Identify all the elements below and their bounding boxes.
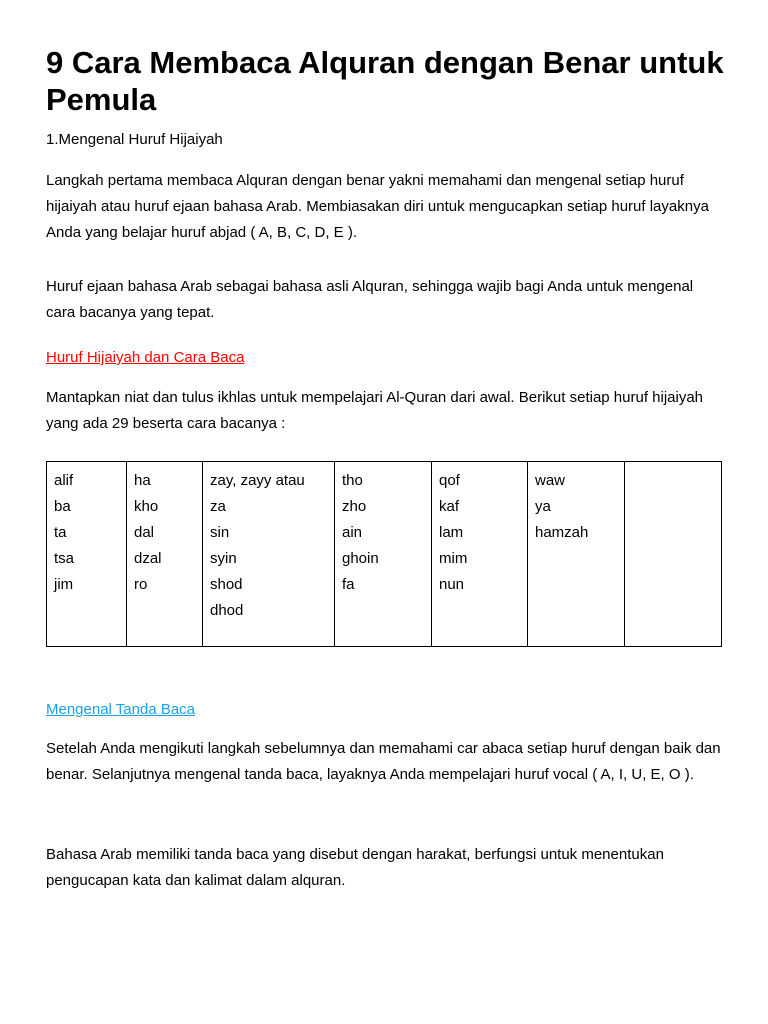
table-cell: dzal xyxy=(134,550,162,567)
paragraph-ejaan: Huruf ejaan bahasa Arab sebagai bahasa asli Alquran, sehingga wajib bagi Anda untuk mengenal cara bacanya yang tepat. xyxy=(46,278,694,321)
page-title: 9 Cara Membaca Alquran dengan Benar untuk Pemula xyxy=(46,45,724,117)
table-column-7-empty xyxy=(625,462,722,647)
table-cell: ghoin xyxy=(342,550,379,567)
table-cell: sin xyxy=(210,524,230,541)
table-cell: lam xyxy=(439,524,464,541)
table-cell: dhod xyxy=(210,602,244,619)
table-cell: kho xyxy=(134,498,159,515)
table-cell: ba xyxy=(54,498,71,515)
table-cell: hamzah xyxy=(535,524,589,541)
table-column-3 xyxy=(203,462,335,647)
table-cell: zay, zayy atau xyxy=(210,472,305,489)
table-cell: ya xyxy=(535,498,551,515)
table-cell: waw xyxy=(535,472,566,489)
hijaiyah-table xyxy=(46,461,722,647)
section-heading-huruf-hijaiyah: 1.Mengenal Huruf Hijaiyah xyxy=(46,131,223,148)
paragraph-niat: Mantapkan niat dan tulus ikhlas untuk mempelajari Al-Quran dari awal. Berikut setiap huruf hijaiyah yang ada 29 beserta cara bacanya : xyxy=(46,389,704,432)
table-column-5 xyxy=(432,462,528,647)
table-cell: jim xyxy=(54,576,74,593)
table-cell: dal xyxy=(134,524,155,541)
table-cell: ain xyxy=(342,524,363,541)
table-cell: tsa xyxy=(54,550,75,567)
paragraph-harakat: Bahasa Arab memiliki tanda baca yang disebut dengan harakat, berfungsi untuk menentukan pengucapan kata dan kalimat dalam alquran. xyxy=(46,846,664,889)
table-cell: alif xyxy=(54,472,74,489)
table-cell: nun xyxy=(439,576,465,593)
table-row xyxy=(47,462,722,647)
table-cell: ro xyxy=(134,576,148,593)
link-mengenal-tanda-baca[interactable]: Mengenal Tanda Baca xyxy=(46,701,196,718)
paragraph-tanda-baca: Setelah Anda mengikuti langkah sebelumnya dan memahami car abaca setiap huruf dengan baik dan benar. Selanjutnya mengenal tanda baca, layaknya Anda mempelajari huruf vocal ( A, I, U, E, O ). xyxy=(46,740,721,783)
table-cell: ha xyxy=(134,472,151,489)
table-cell: qof xyxy=(439,472,460,489)
table-cell: zho xyxy=(342,498,367,515)
table-cell: mim xyxy=(439,550,468,567)
link-huruf-hijaiyah[interactable]: Huruf Hijaiyah dan Cara Baca xyxy=(46,349,245,366)
table-column-2 xyxy=(127,462,203,647)
paragraph-intro: Langkah pertama membaca Alquran dengan benar yakni memahami dan mengenal setiap huruf hijaiyah atau huruf ejaan bahasa Arab. Membiasakan diri untuk mengucapkan setiap huruf layaknya Anda yang belajar huruf abjad ( A, B, C, D, E ). xyxy=(46,172,709,241)
table-cell: kaf xyxy=(439,498,460,515)
table-cell: za xyxy=(210,498,226,515)
table-column-6 xyxy=(528,462,625,647)
table-cell: fa xyxy=(342,576,355,593)
table-column-4 xyxy=(335,462,432,647)
table-cell: ta xyxy=(54,524,67,541)
table-column-1 xyxy=(47,462,127,647)
table-cell: syin xyxy=(210,550,237,567)
table-cell: shod xyxy=(210,576,243,593)
table-cell: tho xyxy=(342,472,363,489)
